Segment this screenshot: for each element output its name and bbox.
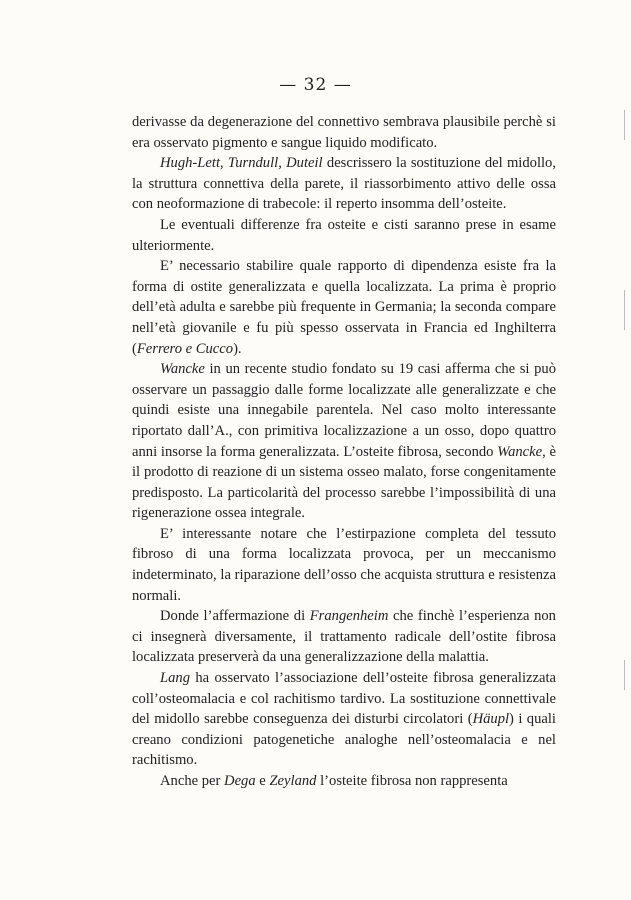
italic-name: Häupl <box>472 711 510 728</box>
italic-name: Zeyland <box>269 773 317 789</box>
text-run: Anche per <box>160 773 225 789</box>
text-run: ). <box>233 340 242 357</box>
italic-name: Frangenheim <box>309 608 389 625</box>
italic-name: Dega <box>224 773 256 789</box>
text-run: Le eventuali differenze fra osteite e cisti saranno prese in esame ulteriormente. <box>132 216 556 254</box>
text-run: Donde l’affermazione di <box>160 608 310 625</box>
italic-name: Wancke <box>497 443 543 460</box>
page-number: — 32 — <box>279 75 352 95</box>
text-run: E’ interessante notare che l’estirpazione completa del tessuto fibroso di una forma localizzata provoca, per un meccanismo indeterminato, la riparazione dell’osso che acquista struttura e resistenza normali. <box>132 525 556 604</box>
italic-name: Lang <box>160 670 191 687</box>
text-run: in un recente studio fondato su 19 casi afferma che si può osservare un passaggio dalle forme localizzate alle generalizzate e che quindi esiste una innegabile parentela. Nel caso molto interessante riportato dall’A., con primitiva localizzazione a un osso, dopo quattro anni insorse la forma generalizzata. L’osteite fibrosa, secondo <box>132 361 556 460</box>
text-run: descrissero la sostituzione del midollo, la struttura connettiva della parete, il riassorbimento attivo delle ossa con neoformazione di trabecole: il reperto insomma dell’osteite. <box>132 155 556 213</box>
scan-edge-mark <box>624 290 625 330</box>
text-run: , è il prodotto di reazione di un sistema osseo malato, forse congenitamente predisposto. La particolarità del processo sarebbe l’impossibilità di una rigenerazione ossea integrale. <box>132 443 557 522</box>
text-run: e <box>255 773 270 789</box>
paragraph-p7 <box>132 606 556 668</box>
paragraph-p4 <box>132 256 556 359</box>
paragraph-p1 <box>132 112 556 153</box>
italic-name: Hugh-Lett, Turndull, Duteil <box>160 155 323 172</box>
paragraph-p2 <box>132 153 556 215</box>
scan-edge-mark <box>624 110 625 140</box>
text-run: E’ necessario stabilire quale rapporto di dipendenza esiste fra la forma di ostite generalizzata e quella localizzata. La prima è proprio dell’età adulta e sarebbe più frequente in Germania; la seconda compare nell’età giovanile e fu più spesso osservata in Francia ed Inghilterra ( <box>132 258 556 357</box>
paragraph-p5 <box>132 359 556 524</box>
text-run: derivasse da degenerazione del connettivo sembrava plausibile perchè si era osservato pigmento e sangue liquido modificato. <box>132 114 556 151</box>
paragraph-p8 <box>132 668 556 771</box>
italic-name: Wancke <box>160 361 205 378</box>
text-run: l’osteite fibrosa non rappresenta <box>316 773 508 789</box>
italic-name: Ferrero e Cucco <box>136 340 234 357</box>
paragraph-p3 <box>132 215 556 256</box>
paragraph-p6 <box>132 524 556 606</box>
paragraph-p9 <box>132 771 556 792</box>
text-run: ha osservato l’associazione dell’osteite fibrosa generalizzata coll’osteomalacia e col rachitismo tardivo. La sostituzione connettivale del midollo sarebbe conseguenza dei disturbi circolatori ( <box>132 670 556 728</box>
text-run: che finchè l’esperienza non ci insegnerà diversamente, il trattamento radicale dell’ostite fibrosa localizzata preserverà da una generalizzazione della malattia. <box>132 608 556 666</box>
body-text <box>132 112 556 792</box>
scan-edge-mark <box>624 660 625 690</box>
text-run: ) i quali creano condizioni patogenetiche analoghe nell’osteomalacia e nel rachitismo. <box>132 711 556 769</box>
